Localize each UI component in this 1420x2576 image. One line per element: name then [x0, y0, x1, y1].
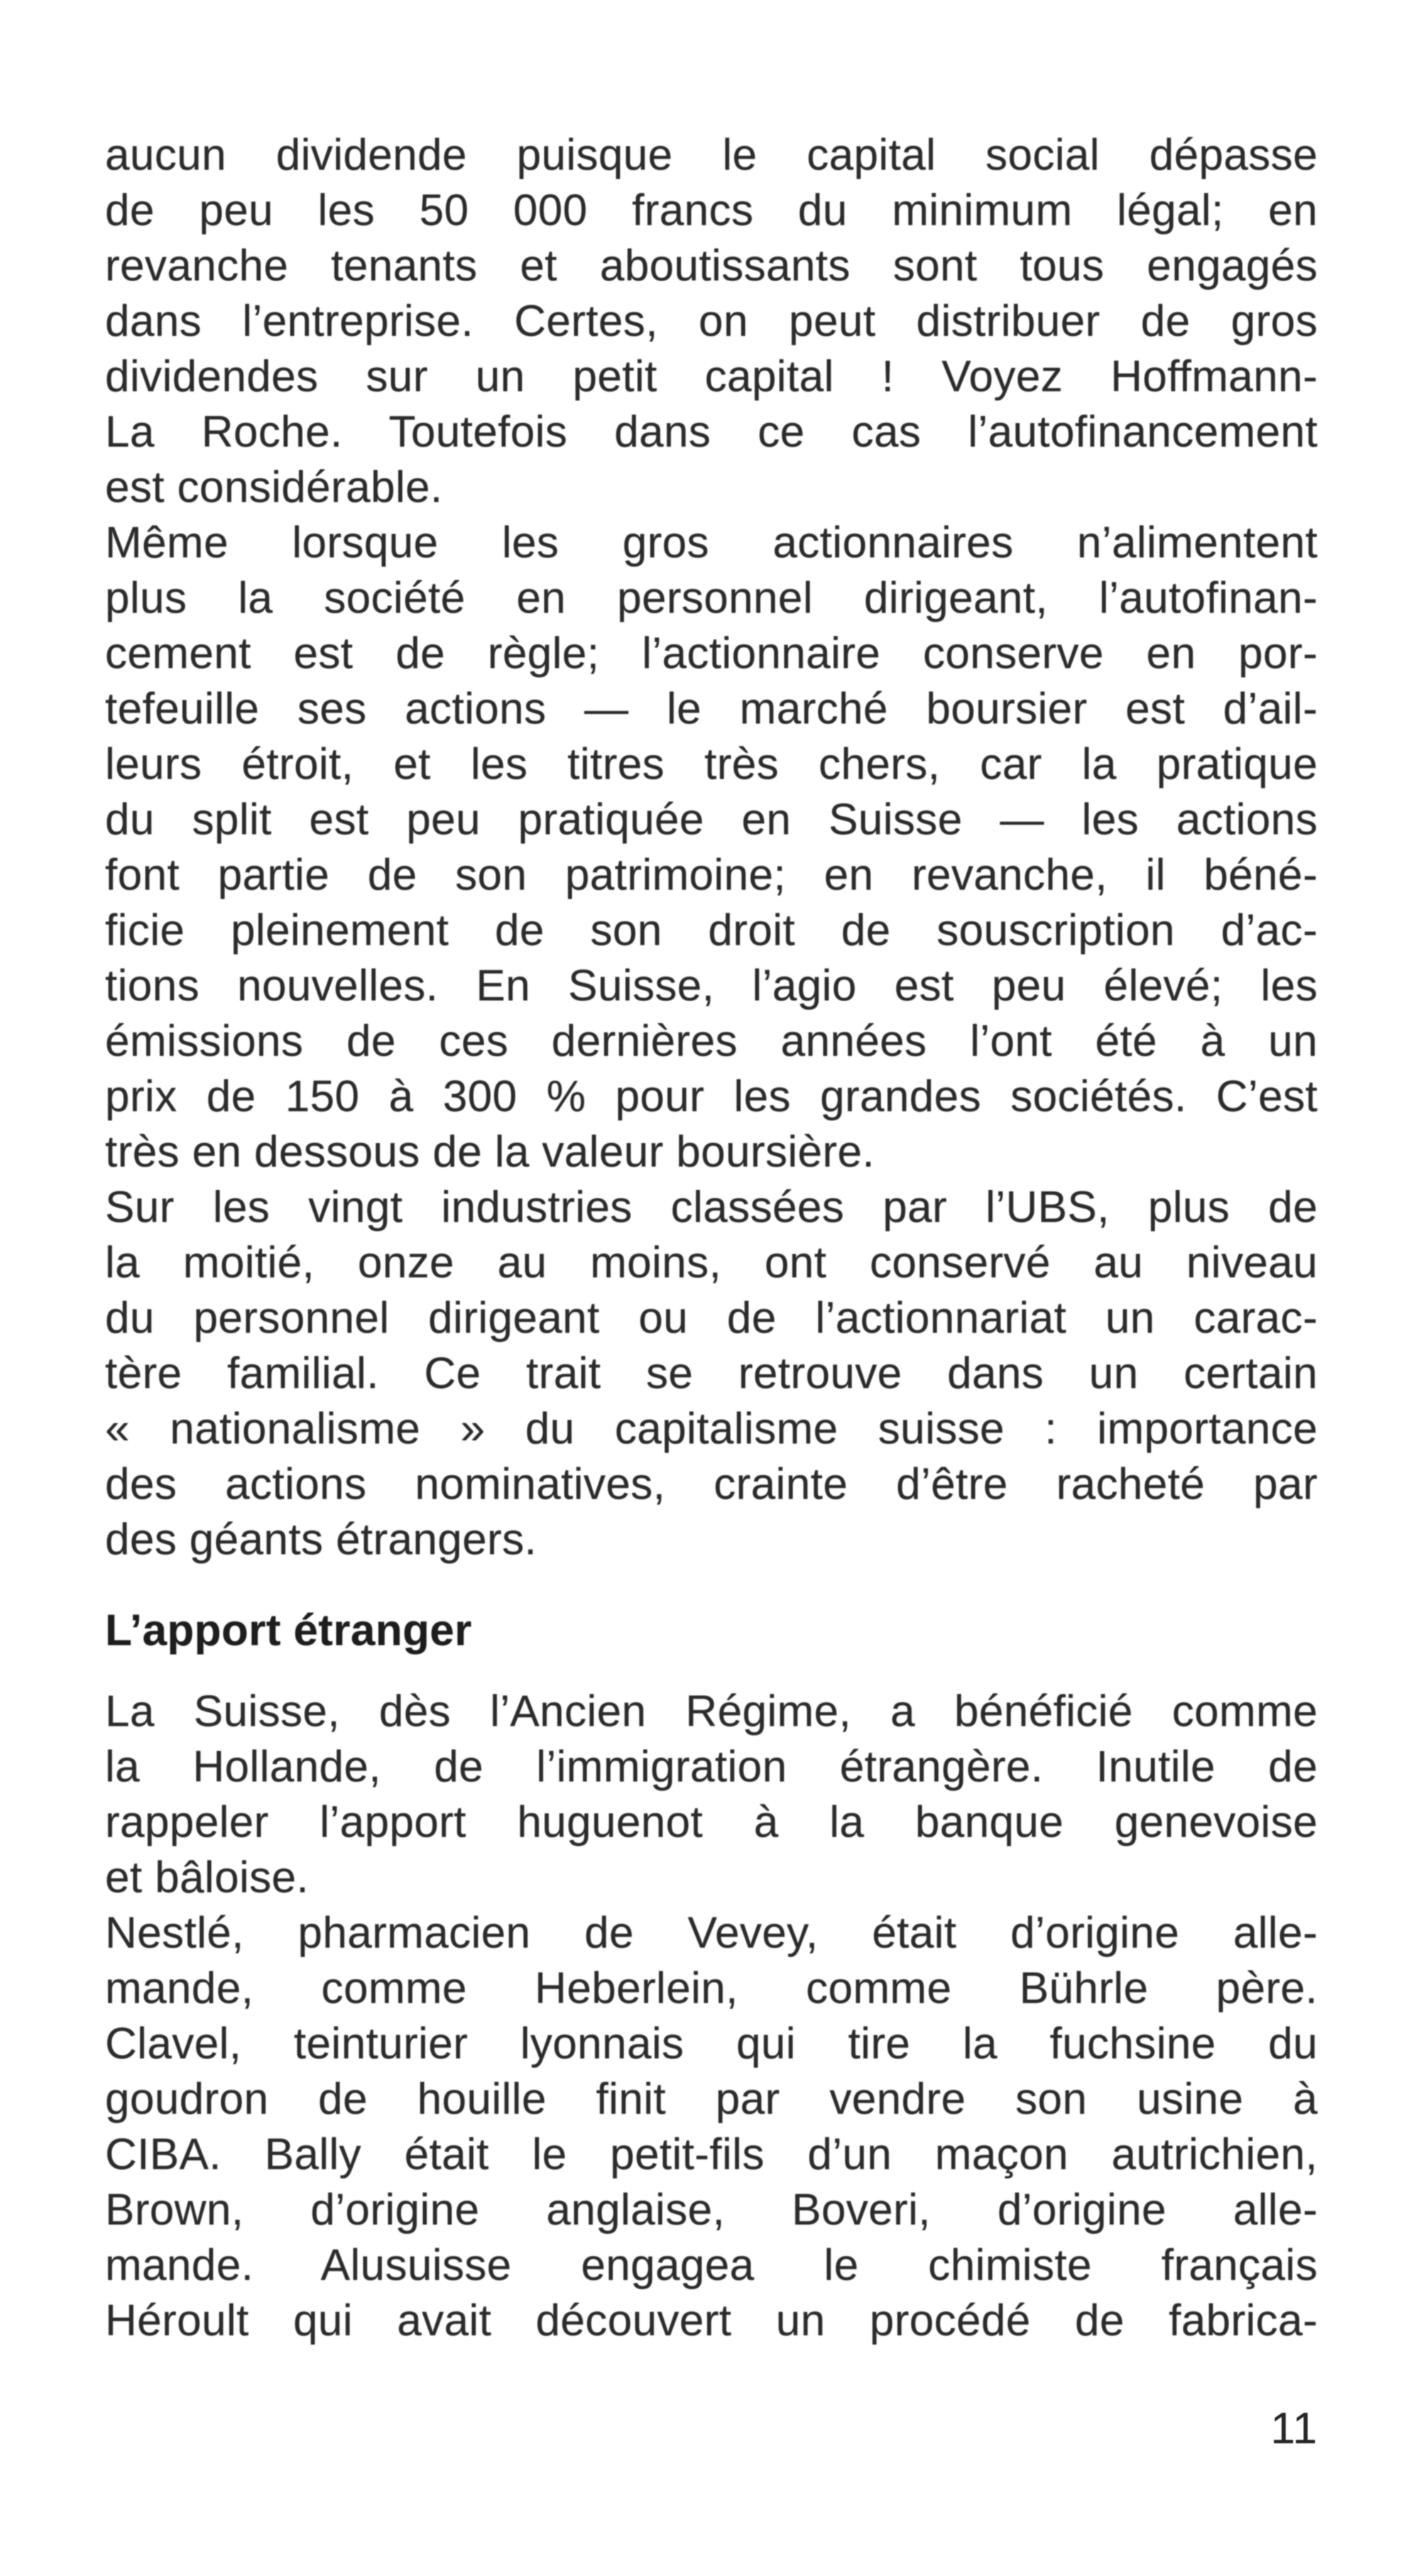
text-line: Nestlé, pharmacien de Vevey, était d’origine alle- — [105, 1909, 1318, 1958]
text-line: La Suisse, dès l’Ancien Régime, a bénéficié comme — [105, 1687, 1318, 1736]
text-line: la Hollande, de l’immigration étrangère. Inutile de — [105, 1742, 1318, 1791]
paragraph — [105, 1906, 1318, 2349]
text-line: du personnel dirigeant ou de l’actionnariat un carac- — [105, 1294, 1318, 1343]
text-line: font partie de son patrimoine; en revanche, il béné- — [105, 851, 1318, 900]
text-line: cement est de règle; l’actionnaire conserve en por- — [105, 629, 1318, 678]
text-line: goudron de houille finit par vendre son usine à — [105, 2075, 1318, 2124]
text-line: rappeler l’apport huguenot à la banque genevoise — [105, 1798, 1318, 1847]
text-line: revanche tenants et aboutissants sont tous engagés — [105, 241, 1318, 290]
text-line: Clavel, teinturier lyonnais qui tire la fuchsine du — [105, 2019, 1318, 2068]
section-heading: L’apport étranger — [105, 1606, 472, 1655]
text-line: CIBA. Bally était le petit-fils d’un maçon autrichien, — [105, 2130, 1318, 2179]
paragraph — [105, 1684, 1318, 1906]
text-line: leurs étroit, et les titres très chers, car la pratique — [105, 740, 1318, 789]
text-line: La Roche. Toutefois dans ce cas l’autofinancement — [105, 408, 1318, 457]
paragraph — [105, 515, 1318, 1180]
text-line: très en dessous de la valeur boursière. — [105, 1128, 875, 1177]
text-line: de peu les 50 000 francs du minimum légal; en — [105, 186, 1318, 235]
text-line: Brown, d’origine anglaise, Boveri, d’origine alle- — [105, 2185, 1318, 2234]
text-line: la moitié, onze au moins, ont conservé au niveau — [105, 1238, 1318, 1287]
text-line: Sur les vingt industries classées par l’UBS, plus de — [105, 1183, 1318, 1232]
text-line: Même lorsque les gros actionnaires n’alimentent — [105, 518, 1318, 567]
text-line: tefeuille ses actions — le marché boursier est d’ail- — [105, 684, 1318, 733]
text-line: mande, comme Heberlein, comme Bührle père. — [105, 1964, 1318, 2013]
text-line: et bâloise. — [105, 1853, 310, 1902]
text-line: dans l’entreprise. Certes, on peut distribuer de gros — [105, 297, 1318, 346]
text-line: des géants étrangers. — [105, 1515, 537, 1564]
text-line: dividendes sur un petit capital ! Voyez Hoffmann- — [105, 352, 1318, 401]
paragraph — [105, 128, 1318, 515]
text-line: « nationalisme » du capitalisme suisse : importance — [105, 1404, 1318, 1453]
text-line: des actions nominatives, crainte d’être racheté par — [105, 1460, 1318, 1509]
text-line: tions nouvelles. En Suisse, l’agio est peu élevé; les — [105, 961, 1318, 1010]
text-line: prix de 150 à 300 % pour les grandes sociétés. C’est — [105, 1072, 1318, 1121]
text-line: plus la société en personnel dirigeant, l’autofinan- — [105, 574, 1318, 623]
text-line: émissions de ces dernières années l’ont été à un — [105, 1017, 1318, 1066]
text-block — [105, 128, 1318, 2349]
text-line: aucun dividende puisque le capital social dépasse — [105, 131, 1318, 180]
text-line: du split est peu pratiquée en Suisse — les actions — [105, 795, 1318, 844]
text-line: mande. Alusuisse engagea le chimiste français — [105, 2241, 1318, 2290]
text-line: ficie pleinement de son droit de souscription d’ac- — [105, 906, 1318, 955]
paragraph — [105, 1180, 1318, 1568]
text-line: tère familial. Ce trait se retrouve dans un certain — [105, 1349, 1318, 1398]
text-line: est considérable. — [105, 463, 443, 512]
page-number: 11 — [1270, 2404, 1318, 2453]
text-line: Héroult qui avait découvert un procédé de fabrica- — [105, 2296, 1318, 2345]
